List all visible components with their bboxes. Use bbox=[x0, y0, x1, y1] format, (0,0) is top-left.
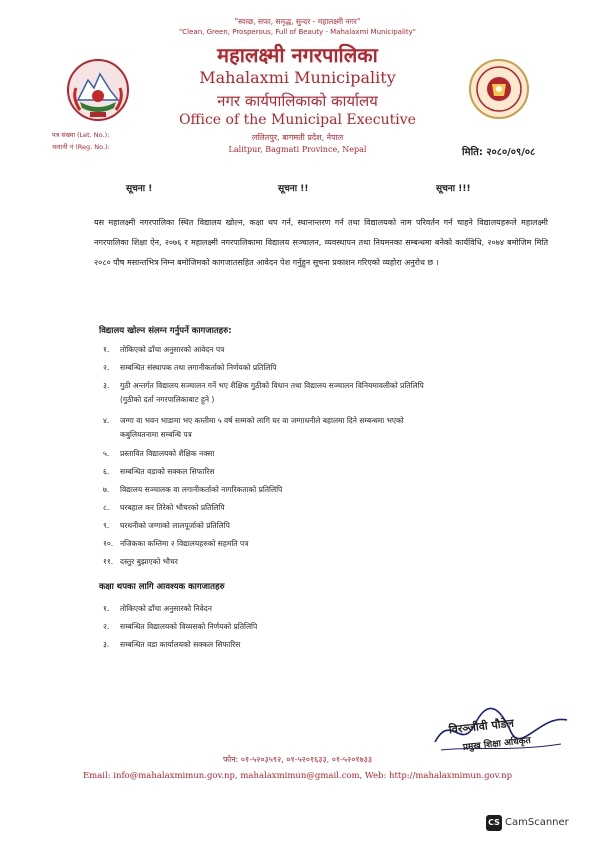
municipality-logo-icon bbox=[468, 58, 530, 120]
slogan-nepali: "स्वच्छ, सफा, समृद्ध, सुन्दर - महालक्ष्मी नगर" bbox=[234, 17, 361, 26]
list-item: ४. जग्गा वा भवन भाडामा भए कम्तीमा ५ वर्ष सम्मको लागि घर वा जग्गाधनीले बहालमा दिने सम्बन्धमा भएको bbox=[103, 416, 404, 425]
nepal-emblem-icon bbox=[66, 58, 130, 122]
camscanner-label: CamScanner bbox=[505, 817, 569, 828]
footer-email-web: Email: info@mahalaxmimun.gov.np, mahalaxmimun@gmail.com, Web: http://mahalaxmimun.gov.np bbox=[82, 771, 513, 781]
notice-label-3: सूचना !!! bbox=[436, 184, 471, 194]
registration-number-label: चलानी नं (Reg. No.): bbox=[52, 143, 110, 151]
list-item: (गुठीको दर्ता नगरपालिकाबाट हुने ) bbox=[120, 395, 215, 404]
municipality-title-english: Mahalaxmi Municipality bbox=[199, 68, 396, 87]
list-item: ११. दस्तुर बुझाएको भौचर bbox=[103, 557, 178, 566]
list-item: ५. प्रस्तावित विद्यालयको शैक्षिक नक्सा bbox=[103, 449, 215, 458]
list-item: २. सम्बन्धित संस्थापक तथा लगानीकर्ताको निर्णयको प्रतिलिपि bbox=[103, 363, 277, 372]
address-nepali: ललितपुर, बागमती प्रदेश, नेपाल bbox=[251, 133, 344, 142]
list-item: ६. सम्बन्धित वडाको सक्कल सिफारिस bbox=[103, 467, 215, 476]
list-item: ९. घरधनीको जग्गाको लालपूर्जाको प्रतिलिपि bbox=[103, 521, 230, 530]
municipality-title-nepali: महालक्ष्मी नगरपालिका bbox=[217, 43, 378, 67]
camscanner-watermark bbox=[486, 812, 569, 828]
camscanner-logo-icon: CS bbox=[486, 815, 502, 831]
list-item: १. तोकिएको ढाँचा अनुसारको आवेदन पत्र bbox=[103, 345, 225, 354]
letter-number-label: पत्र संख्या (Let. No.): bbox=[52, 131, 110, 139]
notice-label-1: सूचना ! bbox=[126, 184, 153, 194]
list-item: १. तोकिएको ढाँचा अनुसारको निवेदन bbox=[103, 604, 212, 613]
footer-phone-numbers: फोन: ०१-५२०३५९२, ०१-५२०१६३३, ०१-५२०१७३३ bbox=[222, 755, 373, 764]
notice-label-2: सूचना !! bbox=[278, 184, 309, 194]
list-item: ३. गुठी अन्तर्गत विद्यालय सञ्चालन गर्ने भए शैक्षिक गुठीको विधान तथा विद्यालय सञ्चालन विनियमावलीको प्रतिलिपि bbox=[103, 381, 424, 390]
slogan-english: "Clean, Green, Prosperous, Full of Beauty - Mahalaxmi Municipality" bbox=[179, 28, 416, 36]
document-date: मिति: २०८०/०९/०८ bbox=[462, 147, 536, 158]
signature-title: प्रमुख शिक्षा अधिकृत bbox=[462, 735, 532, 753]
office-name-english: Office of the Municipal Executive bbox=[179, 112, 416, 128]
address-english: Lalitpur, Bagmati Province, Nepal bbox=[228, 145, 367, 154]
office-name-nepali: नगर कार्यपालिकाको कार्यालय bbox=[217, 92, 378, 110]
list-item: ७. विद्यालय सञ्चालक वा लगानीकर्ताको नागरिकताको प्रतिलिपि bbox=[103, 485, 283, 494]
list-item: कबुलियतनामा सम्बन्धि पत्र bbox=[120, 430, 192, 439]
section-heading-class-addition: कक्षा थपका लागि आवश्यक कागजातहरु bbox=[99, 582, 225, 592]
list-item: ८. घरबहाल कर तिरेको भौचरको प्रतिलिपि bbox=[103, 503, 225, 512]
signature-name: विरञ्जीवी पौडेल bbox=[448, 716, 515, 737]
list-item: १०. नजिकका कम्तिमा २ विद्यालयहरुको सहमति पत्र bbox=[103, 539, 249, 548]
notice-paragraph: यस महालक्ष्मी नगरपालिका स्थित विद्यालय खोल्न, कक्षा थप गर्न, स्थानान्तरण गर्न तथा विद्यालयको नाम परिवर्तन गर्न चाहने विद्यालयहरूले महालक्ष्मी नगरपालिका शिक्षा ऐन, २०७६ र महालक्ष्मी नगरपालिकामा विद्यालय सञ्चालन, व्यवस्थापन तथा नियमनका सम्बन्धमा बनेको कार्यविधि, २०७४ बमोजिम मिति २०८० पौष मसान्तभित्र निम्न बमोजिमको कागजातसहित आवेदन पेश गर्नुहुन सूचना प्रकाशन गरिएको व्यहोरा अनुरोध छ । bbox=[94, 218, 548, 267]
signature-stamp bbox=[431, 702, 571, 758]
section-heading-school-opening: विद्यालय खोल्न संलग्न गर्नुपर्ने कागजातहरु: bbox=[99, 326, 232, 336]
list-item: ३. सम्बन्धित वडा कार्यालयको सक्कल सिफारिस bbox=[103, 640, 241, 649]
list-item: २. सम्बन्धित विद्यालयको विव्यसको निर्णयको प्रतिलिपि bbox=[103, 622, 258, 631]
